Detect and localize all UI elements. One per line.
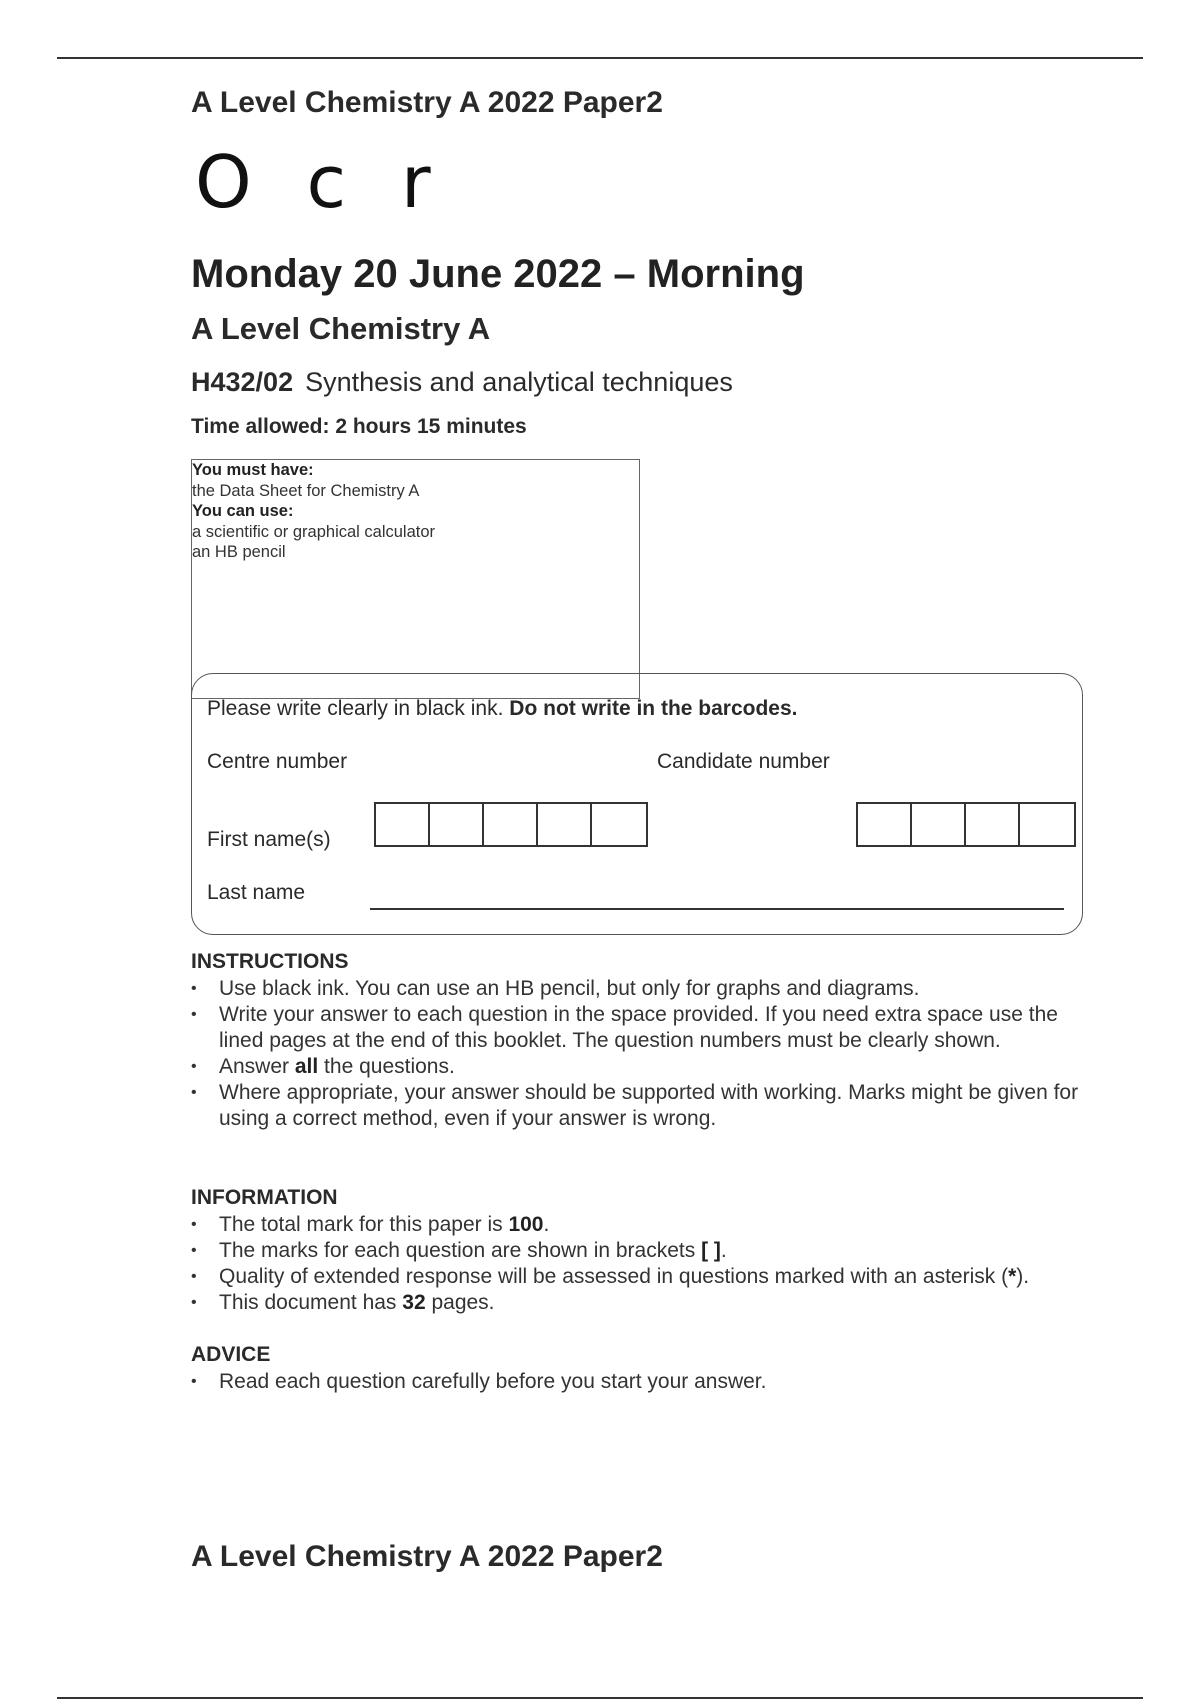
can-use-item: an HB pencil (192, 543, 286, 561)
instructions-list (191, 976, 1091, 1132)
can-use-item: a scientific or graphical calculator (192, 522, 436, 541)
exam-date: Monday 20 June 2022 – Morning (191, 252, 805, 296)
paper-line (191, 367, 733, 398)
centre-digit-box[interactable] (376, 804, 430, 845)
info-bold: * (1008, 1265, 1017, 1288)
last-name-line[interactable] (370, 908, 1064, 910)
centre-digit-box[interactable] (538, 804, 592, 845)
info-bold: 32 (402, 1291, 426, 1314)
info-text: ). (1016, 1265, 1030, 1288)
first-name-label: First name(s) (207, 828, 331, 851)
list-item (191, 1054, 1091, 1080)
subject-title: A Level Chemistry A (191, 311, 491, 346)
candidate-number-label: Candidate number (657, 750, 830, 773)
document-footer-title: A Level Chemistry A 2022 Paper2 (191, 1540, 663, 1573)
paper-title: Synthesis and analytical techniques (305, 367, 733, 397)
information-heading: INFORMATION (191, 1186, 338, 1209)
centre-number-label: Centre number (207, 750, 348, 773)
requirements-box (191, 459, 640, 699)
notice-bold: Do not write in the barcodes. (509, 697, 798, 720)
instructions-heading: INSTRUCTIONS (191, 950, 349, 973)
list-item: • Read each question carefully before you start your answer. (191, 1369, 1091, 1395)
list-item (191, 1212, 1091, 1238)
answer-all-pre: Answer (219, 1055, 295, 1078)
answer-all-bold: all (294, 1055, 319, 1078)
paper-code: H432/02 (191, 367, 294, 397)
candidate-notice (207, 697, 798, 721)
candidate-number-boxes[interactable] (856, 802, 1076, 847)
notice-plain: Please write clearly in black ink. (207, 697, 510, 720)
info-bold: [ ] (701, 1239, 721, 1262)
list-item (191, 1238, 1091, 1264)
centre-digit-box[interactable] (430, 804, 484, 845)
advice-heading: ADVICE (191, 1343, 271, 1366)
time-allowed: Time allowed: 2 hours 15 minutes (191, 415, 527, 438)
document-header-title: A Level Chemistry A 2022 Paper2 (191, 86, 663, 119)
centre-number-boxes[interactable] (374, 802, 648, 847)
must-have-heading: You must have: (192, 461, 314, 479)
list-item: • Write your answer to each question in the space provided. If you need extra space use the lined pages at the end of this booklet. The question numbers must be clearly shown. (191, 1002, 1091, 1054)
list-item (191, 1290, 1091, 1316)
list-item: • Where appropriate, your answer should be supported with working. Marks might be given for using a correct method, even if your answer is wrong. (191, 1080, 1091, 1132)
candidate-digit-box[interactable] (858, 804, 912, 845)
bottom-rule (57, 1697, 1143, 1699)
info-text: . (543, 1213, 550, 1236)
must-have-item: the Data Sheet for Chemistry A (192, 481, 420, 500)
candidate-digit-box[interactable] (1020, 804, 1074, 845)
info-bold: 100 (508, 1213, 544, 1236)
centre-digit-box[interactable] (592, 804, 646, 845)
top-rule (57, 57, 1143, 59)
candidate-digit-box[interactable] (966, 804, 1020, 845)
info-text: Quality of extended response will be assessed in questions marked with an asterisk ( (219, 1265, 1009, 1288)
centre-digit-box[interactable] (484, 804, 538, 845)
last-name-label: Last name (207, 881, 306, 904)
info-text: The total mark for this paper is (219, 1213, 509, 1236)
info-text: The marks for each question are shown in brackets (219, 1239, 702, 1262)
ocr-logo: O c r (195, 140, 447, 224)
information-list (191, 1212, 1091, 1316)
can-use-heading: You can use: (192, 502, 294, 520)
list-item (191, 1264, 1091, 1290)
candidate-digit-box[interactable] (912, 804, 966, 845)
list-item: • Use black ink. You can use an HB pencil, but only for graphs and diagrams. (191, 976, 1091, 1002)
info-text: . (720, 1239, 727, 1262)
info-text: pages. (425, 1291, 495, 1314)
answer-all-post: the questions. (318, 1055, 455, 1078)
advice-list (191, 1369, 1091, 1395)
info-text: This document has (219, 1291, 403, 1314)
